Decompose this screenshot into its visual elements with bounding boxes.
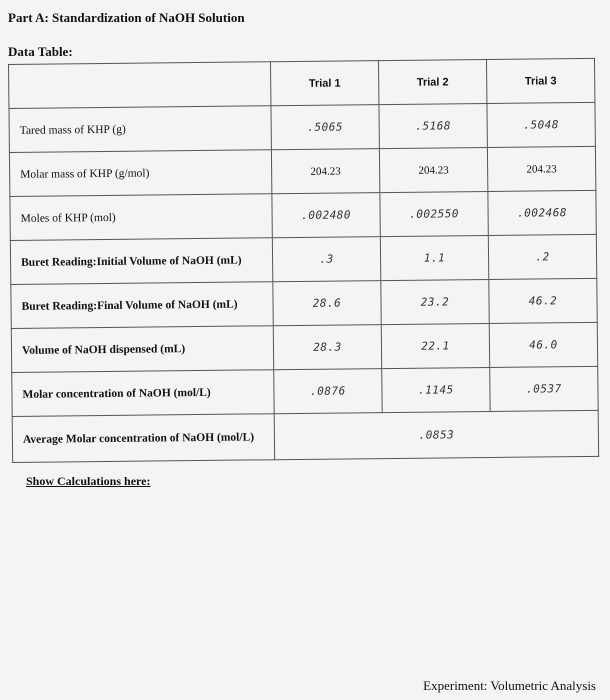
row-label: Molar concentration of NaOH (mol/L) bbox=[12, 370, 274, 417]
footer-label: Experiment: Volumetric Analysis bbox=[423, 678, 596, 693]
average-value-cell: .0853 bbox=[274, 410, 598, 459]
header-trial-1: Trial 1 bbox=[270, 61, 378, 106]
table-cell: 46.0 bbox=[489, 322, 597, 367]
header-trial-3: Trial 3 bbox=[486, 58, 594, 103]
table-cell: .002468 bbox=[488, 190, 596, 235]
table-cell: 204.23 bbox=[379, 147, 487, 192]
table-cell: 204.23 bbox=[487, 146, 595, 191]
data-table bbox=[8, 58, 599, 463]
data-table-heading: Data Table: bbox=[8, 44, 73, 59]
table-cell: .5048 bbox=[487, 102, 595, 147]
row-label: Moles of KHP (mol) bbox=[10, 194, 272, 241]
data-table-container bbox=[8, 58, 598, 462]
average-row bbox=[12, 410, 598, 462]
table-row bbox=[9, 146, 595, 196]
table-cell: 1.1 bbox=[380, 235, 488, 280]
row-label: Volume of NaOH dispensed (mL) bbox=[11, 326, 273, 373]
table-row bbox=[10, 234, 596, 284]
table-row bbox=[11, 322, 597, 372]
row-label: Average Molar concentration of NaOH (mol/L) bbox=[12, 414, 274, 463]
table-cell: .002550 bbox=[380, 191, 488, 236]
table-cell: 28.3 bbox=[273, 325, 381, 370]
table-cell: .002480 bbox=[272, 193, 380, 238]
table-cell: 204.23 bbox=[271, 149, 379, 194]
table-row bbox=[11, 278, 597, 328]
row-label: Tared mass of KHP (g) bbox=[9, 106, 271, 153]
table-row bbox=[12, 366, 598, 416]
table-cell: .0537 bbox=[490, 366, 598, 411]
table-cell: 23.2 bbox=[381, 279, 489, 324]
page-title: Part A: Standardization of NaOH Solution bbox=[8, 10, 245, 25]
row-label: Buret Reading:Final Volume of NaOH (mL) bbox=[11, 282, 273, 329]
header-cell-empty bbox=[9, 62, 271, 109]
table-cell: .5168 bbox=[379, 103, 487, 148]
table-cell: .3 bbox=[272, 237, 380, 282]
row-label: Buret Reading:Initial Volume of NaOH (mL) bbox=[10, 238, 272, 285]
table-row bbox=[10, 190, 596, 240]
table-header-row bbox=[9, 58, 595, 108]
row-label: Molar mass of KHP (g/mol) bbox=[9, 150, 271, 197]
table-cell: .1145 bbox=[382, 367, 490, 412]
header-trial-2: Trial 2 bbox=[378, 59, 486, 104]
table-row bbox=[9, 102, 595, 152]
table-cell: .2 bbox=[488, 234, 596, 279]
table-cell: .0876 bbox=[274, 369, 382, 414]
table-cell: 22.1 bbox=[381, 323, 489, 368]
table-cell: .5065 bbox=[271, 105, 379, 150]
show-calculations-label: Show Calculations here: bbox=[26, 474, 151, 488]
table-cell: 28.6 bbox=[273, 281, 381, 326]
table-cell: 46.2 bbox=[489, 278, 597, 323]
